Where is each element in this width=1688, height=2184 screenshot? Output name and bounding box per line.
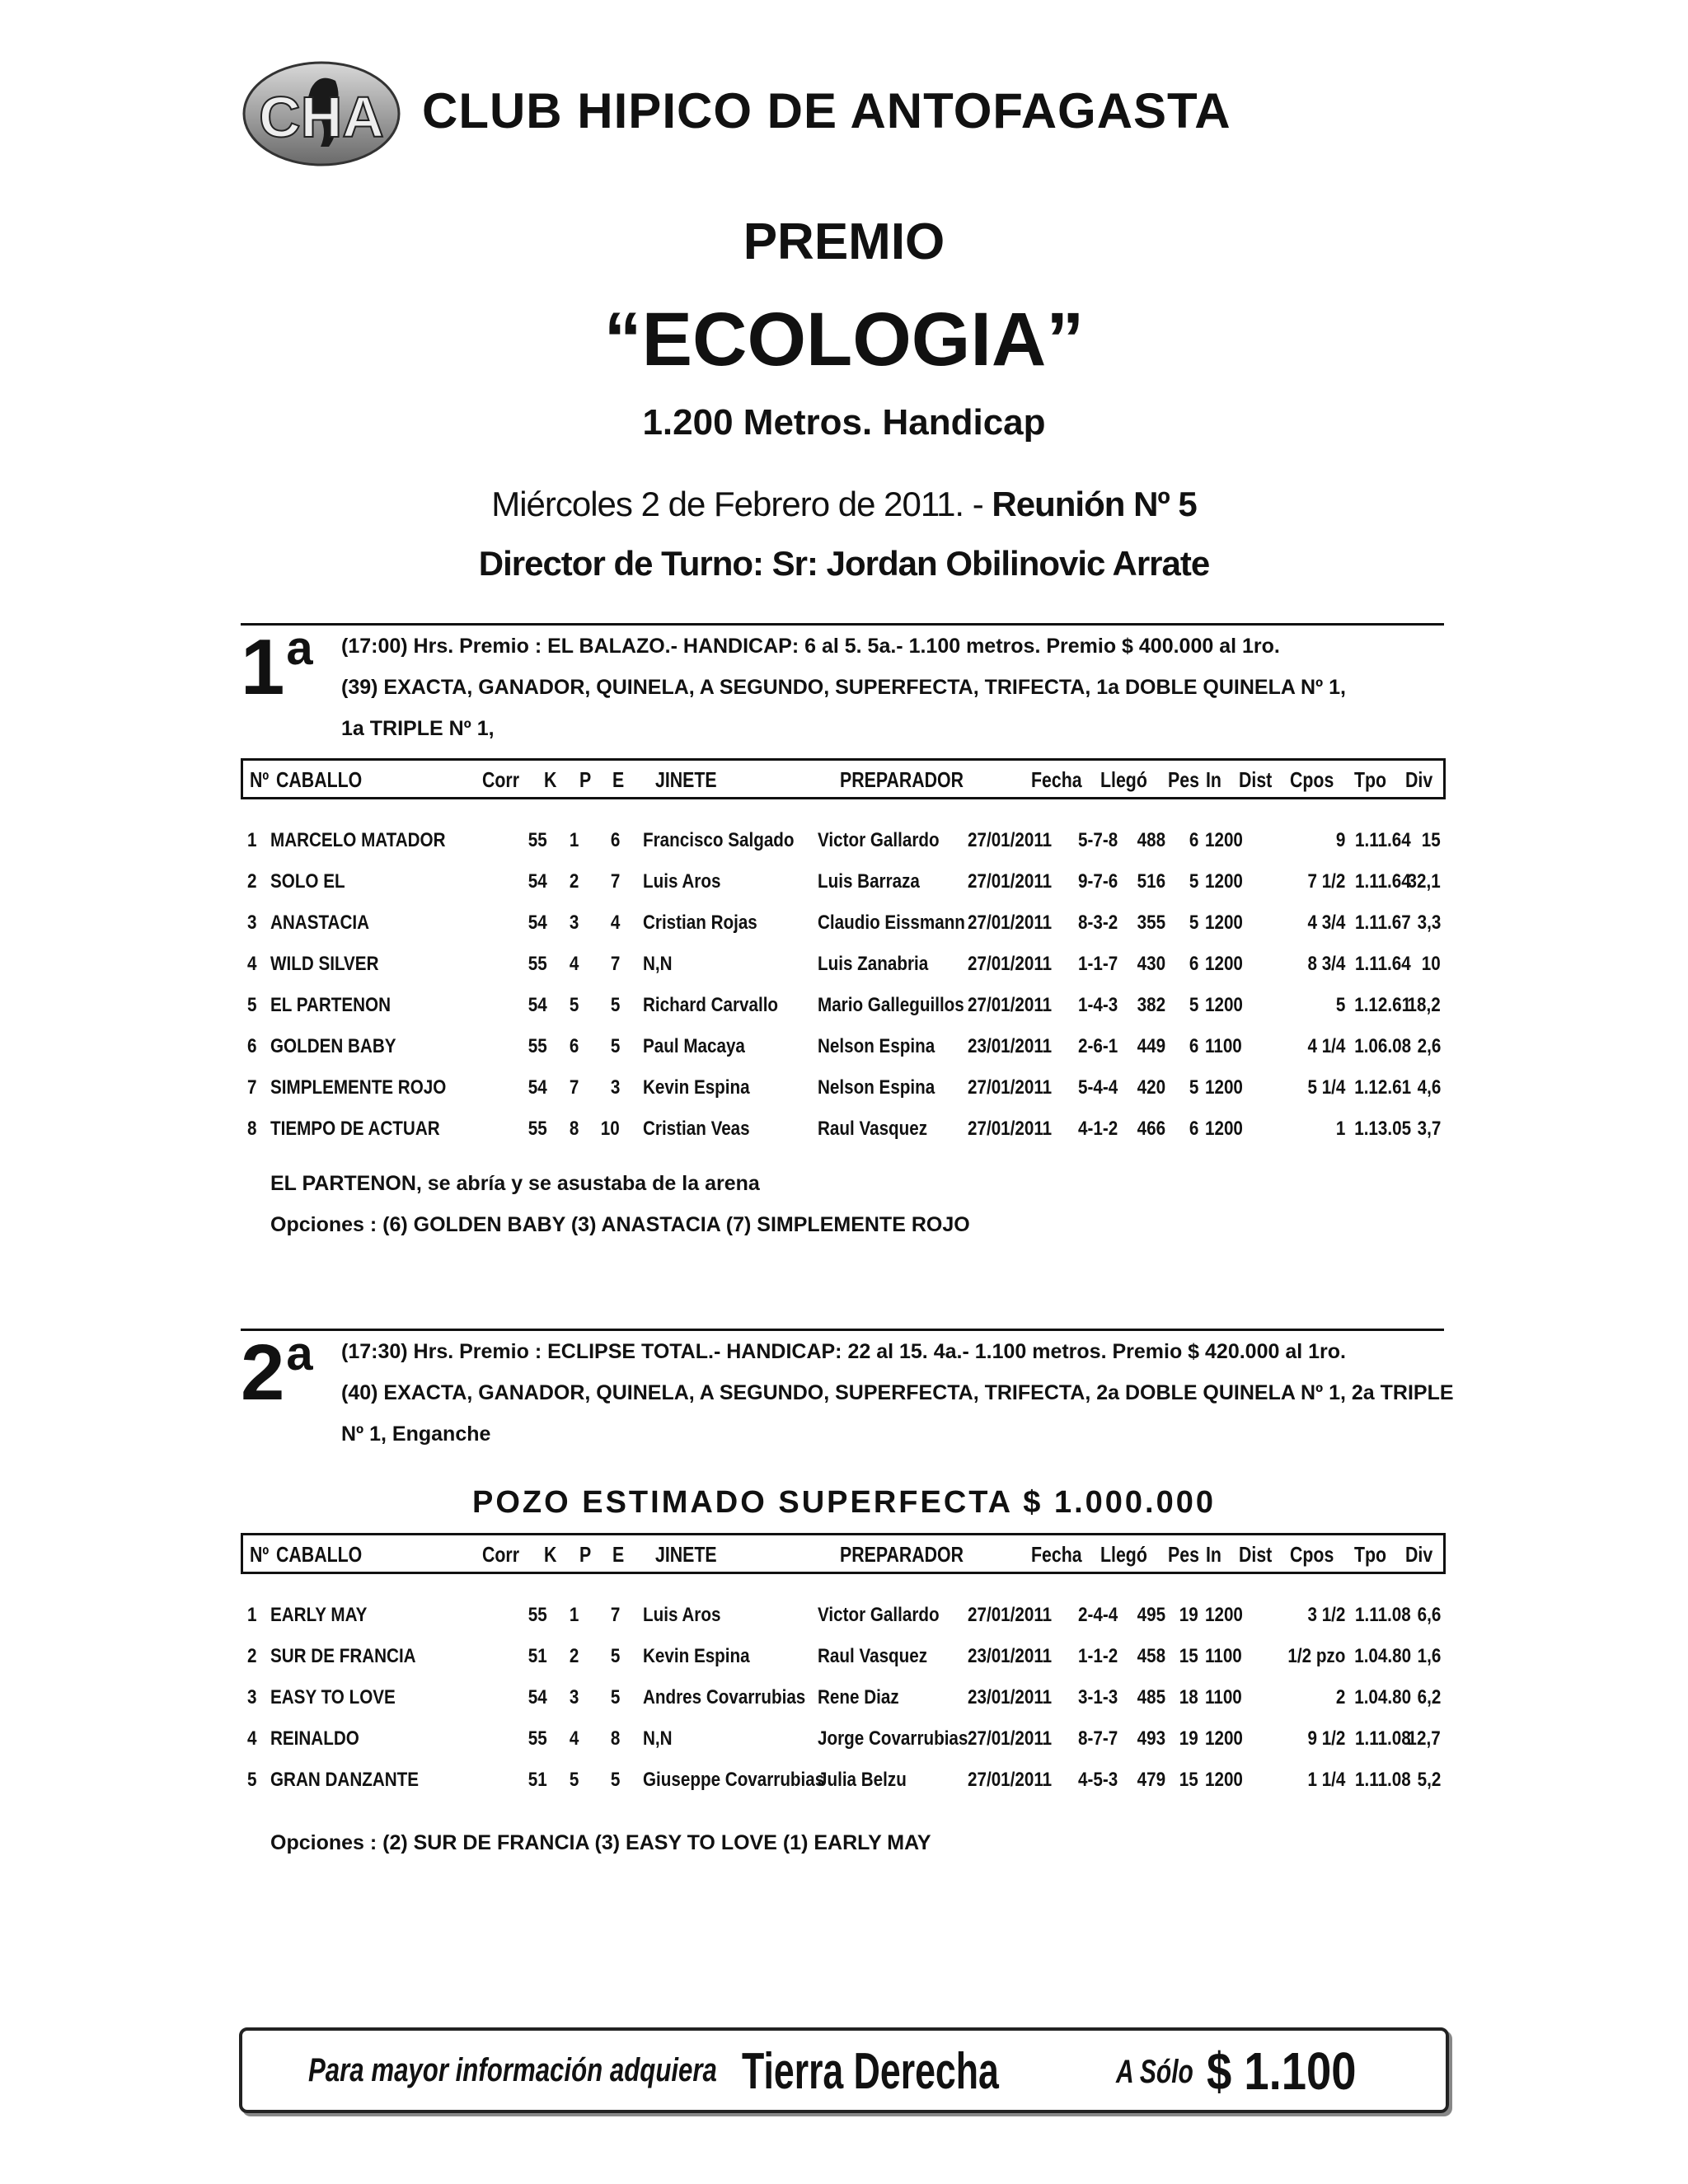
table-cell: 4-5-3 (1078, 1769, 1118, 1791)
table-cell: 1 (247, 1604, 257, 1626)
table-cell: 10 (601, 1118, 620, 1140)
club-logo (241, 56, 402, 171)
table-cell: 3 1/2 (1307, 1604, 1345, 1626)
column-header: E (612, 1542, 625, 1567)
table-cell: 1-1-2 (1078, 1645, 1118, 1667)
table-cell: Rene Diaz (818, 1686, 899, 1708)
table-cell: 7 (610, 870, 620, 893)
table-cell: Richard Carvallo (643, 994, 779, 1016)
table-cell: 4 1/4 (1307, 1035, 1345, 1057)
table-row (241, 1645, 1444, 1675)
table-cell: 8-7-7 (1078, 1727, 1118, 1750)
footer-advertisement (239, 2027, 1449, 2113)
table-cell: 3-1-3 (1078, 1686, 1118, 1708)
race-info-line: Nº 1, Enganche (341, 1422, 491, 1446)
column-header: Pes (1168, 767, 1199, 792)
table-cell: SIMPLEMENTE ROJO (270, 1076, 447, 1099)
column-header: Fecha (1031, 1542, 1082, 1567)
table-cell: 32,1 (1407, 870, 1441, 893)
table-cell: Julia Belzu (818, 1769, 907, 1791)
table-cell: 9-7-6 (1078, 870, 1118, 893)
table-cell: 18 (1179, 1686, 1198, 1708)
table-cell: 5 (610, 1686, 620, 1708)
column-header: Fecha (1031, 767, 1082, 792)
footer-text: Para mayor información adquiera (308, 2052, 717, 2088)
table-cell: 3 (569, 912, 579, 934)
column-header: CABALLO (276, 767, 363, 792)
table-cell: 5 (1335, 994, 1345, 1016)
table-cell: 1.13.05 (1354, 1118, 1411, 1140)
table-cell: 55 (528, 1727, 547, 1750)
column-header: Tpo (1354, 767, 1387, 792)
table-cell: 355 (1137, 912, 1165, 934)
table-cell: 27/01/2011 (968, 994, 1053, 1016)
table-cell: 1.04.80 (1354, 1686, 1411, 1708)
table-cell: 1.12.61 (1354, 994, 1411, 1016)
race-number-digit: 2 (241, 1329, 285, 1417)
table-cell: Luis Aros (643, 1604, 721, 1626)
column-header: Nº (250, 1542, 270, 1567)
table-cell: 3 (247, 912, 257, 934)
table-cell: 6 (247, 1035, 257, 1057)
table-cell: 4-1-2 (1078, 1118, 1118, 1140)
table-cell: Andres Covarrubias (643, 1686, 806, 1708)
table-cell: 1.11.08 (1355, 1604, 1411, 1626)
table-cell: 1.11.08 (1355, 1727, 1411, 1750)
table-cell: 1200 (1205, 1076, 1243, 1099)
column-header: Tpo (1354, 1542, 1387, 1567)
table-cell: 2 (569, 870, 579, 893)
table-cell: 3 (569, 1686, 579, 1708)
table-row (241, 1727, 1444, 1757)
column-header: PREPARADOR (840, 767, 964, 792)
race-info-line: (17:00) Hrs. Premio : EL BALAZO.- HANDICAP: 6 al 5. 5a.- 1.100 metros. Premio $ 400.000 al 1ro. (341, 635, 1280, 658)
column-header: Pes (1168, 1542, 1199, 1567)
race-number-ordinal: a (286, 621, 313, 675)
table-cell: 1 (569, 1604, 579, 1626)
table-cell: 5 (1189, 870, 1198, 893)
table-cell: TIEMPO DE ACTUAR (270, 1118, 440, 1140)
table-cell: 51 (528, 1645, 547, 1667)
race-divider (241, 623, 1444, 626)
table-cell: Giuseppe Covarrubias (643, 1769, 825, 1791)
table-cell: 9 1/2 (1307, 1727, 1345, 1750)
table-cell: 420 (1137, 1076, 1165, 1099)
race-number (241, 1327, 313, 1417)
table-cell: 9 (1335, 829, 1345, 851)
table-cell: 5 (1189, 1076, 1198, 1099)
table-cell: 1100 (1205, 1645, 1242, 1667)
column-header: In (1206, 767, 1221, 792)
column-header: Corr (482, 767, 520, 792)
table-cell: Kevin Espina (643, 1645, 750, 1667)
table-cell: WILD SILVER (270, 953, 379, 975)
table-cell: 6 (610, 829, 620, 851)
column-header: PREPARADOR (840, 1542, 964, 1567)
table-cell: 4 (247, 1727, 257, 1750)
table-cell: 27/01/2011 (968, 1604, 1053, 1626)
table-cell: 2-4-4 (1078, 1604, 1118, 1626)
table-cell: 15 (1179, 1769, 1198, 1791)
column-header: E (612, 767, 625, 792)
table-cell: N,N (643, 953, 673, 975)
table-cell: 1.11.64 (1355, 870, 1411, 893)
table-cell: 2 (247, 870, 257, 893)
column-header: Llegó (1100, 767, 1147, 792)
table-cell: 430 (1137, 953, 1165, 975)
table-cell: 7 (610, 953, 620, 975)
race-divider (241, 1329, 1444, 1331)
table-row (241, 1769, 1444, 1798)
race-info-line: (40) EXACTA, GANADOR, QUINELA, A SEGUNDO, SUPERFECTA, TRIFECTA, 2a DOBLE QUINELA Nº 1, 2a TRIPLE (341, 1381, 1454, 1404)
race-info-line: (39) EXACTA, GANADOR, QUINELA, A SEGUNDO, SUPERFECTA, TRIFECTA, 1a DOBLE QUINELA Nº 1, (341, 676, 1346, 699)
table-cell: 5 (247, 994, 257, 1016)
table-cell: 8 (569, 1118, 579, 1140)
table-row (241, 829, 1444, 859)
table-cell: 1.12.61 (1354, 1076, 1411, 1099)
table-cell: 54 (528, 912, 547, 934)
table-cell: Luis Aros (643, 870, 721, 893)
table-cell: Mario Galleguillos (818, 994, 964, 1016)
table-cell: 4 (610, 912, 620, 934)
table-cell: 5 1/4 (1307, 1076, 1345, 1099)
table-cell: 54 (528, 1076, 547, 1099)
table-cell: 1200 (1205, 912, 1243, 934)
table-cell: 1100 (1205, 1035, 1242, 1057)
table-cell: 7 (247, 1076, 257, 1099)
table-cell: 6 (1189, 1035, 1198, 1057)
table-cell: 1 1/4 (1307, 1769, 1345, 1791)
date-line (0, 485, 1688, 524)
table-cell: 1 (569, 829, 579, 851)
table-cell: 23/01/2011 (968, 1035, 1053, 1057)
logo-lettering: CHA (259, 85, 384, 149)
table-cell: 382 (1137, 994, 1165, 1016)
table-cell: 54 (528, 870, 547, 893)
table-cell: 4 (569, 953, 579, 975)
race-info-line: (17:30) Hrs. Premio : ECLIPSE TOTAL.- HANDICAP: 22 al 15. 4a.- 1.100 metros. Premio $ 420.000 al 1ro. (341, 1340, 1346, 1363)
table-cell: Luis Zanabria (818, 953, 929, 975)
table-cell: 19 (1179, 1604, 1198, 1626)
table-cell: 6,6 (1417, 1604, 1441, 1626)
table-cell: Francisco Salgado (643, 829, 795, 851)
table-row (241, 870, 1444, 900)
table-cell: 6 (1189, 1118, 1198, 1140)
director-line: Director de Turno: Sr: Jordan Obilinovic Arrate (478, 544, 1210, 583)
table-row (241, 912, 1444, 941)
table-cell: 27/01/2011 (968, 953, 1053, 975)
table-cell: 7 (610, 1604, 620, 1626)
table-cell: 1200 (1205, 870, 1243, 893)
table-cell: 1.11.64 (1355, 829, 1411, 851)
table-cell: 4,6 (1417, 1076, 1441, 1099)
table-cell: 6 (1189, 953, 1198, 975)
table-cell: EASY TO LOVE (270, 1686, 396, 1708)
table-cell: Claudio Eissmann (818, 912, 965, 934)
table-cell: 55 (528, 1118, 547, 1140)
column-header: CABALLO (276, 1542, 363, 1567)
table-cell: 516 (1137, 870, 1165, 893)
table-cell: 3 (247, 1686, 257, 1708)
column-header: JINETE (655, 767, 717, 792)
table-cell: 5 (1189, 994, 1198, 1016)
table-cell: 1.11.08 (1355, 1769, 1411, 1791)
table-cell: 5-4-4 (1078, 1076, 1118, 1099)
table-cell: 27/01/2011 (968, 912, 1053, 934)
column-header: Corr (482, 1542, 520, 1567)
table-cell: 1200 (1205, 829, 1243, 851)
race-distance: 1.200 Metros. Handicap (642, 402, 1046, 443)
table-cell: 479 (1137, 1769, 1165, 1791)
table-cell: 8 (610, 1727, 620, 1750)
table-cell: 55 (528, 1035, 547, 1057)
table-cell: Luis Barraza (818, 870, 920, 893)
table-cell: 5 (610, 1645, 620, 1667)
table-row (241, 994, 1444, 1024)
table-cell: 23/01/2011 (968, 1645, 1053, 1667)
race-number-ordinal: a (286, 1327, 313, 1380)
table-cell: 12,7 (1407, 1727, 1441, 1750)
table-cell: 1200 (1205, 1118, 1243, 1140)
table-cell: 3 (610, 1076, 620, 1099)
table-cell: 54 (528, 994, 547, 1016)
table-cell: 1 (1335, 1118, 1345, 1140)
table-cell: Nelson Espina (818, 1035, 935, 1057)
results-table-header (241, 1533, 1446, 1574)
table-cell: Cristian Rojas (643, 912, 757, 934)
table-cell: 18,2 (1407, 994, 1441, 1016)
table-cell: 5-7-8 (1078, 829, 1118, 851)
table-cell: 6 (1189, 829, 1198, 851)
results-table-header (241, 758, 1446, 799)
table-cell: 1.06.08 (1354, 1035, 1411, 1057)
column-header: Nº (250, 767, 270, 792)
table-cell: 1.11.67 (1355, 912, 1411, 934)
table-cell: 4 (569, 1727, 579, 1750)
table-cell: Jorge Covarrubias (818, 1727, 968, 1750)
table-cell: 8 3/4 (1307, 953, 1345, 975)
table-cell: 1.11.64 (1355, 953, 1411, 975)
table-cell: 27/01/2011 (968, 1118, 1053, 1140)
table-cell: 6 (569, 1035, 579, 1057)
table-cell: 5 (610, 1769, 620, 1791)
table-cell: EL PARTENON (270, 994, 392, 1016)
table-cell: EARLY MAY (270, 1604, 368, 1626)
table-cell: SOLO EL (270, 870, 345, 893)
table-cell: Raul Vasquez (818, 1645, 928, 1667)
table-cell: Cristian Veas (643, 1118, 750, 1140)
race-number-digit: 1 (241, 623, 285, 711)
table-row (241, 1686, 1444, 1716)
table-cell: 5 (569, 1769, 579, 1791)
table-cell: 6,2 (1417, 1686, 1441, 1708)
table-cell: 493 (1137, 1727, 1165, 1750)
table-cell: 488 (1137, 829, 1165, 851)
table-cell: Raul Vasquez (818, 1118, 928, 1140)
table-cell: 51 (528, 1769, 547, 1791)
table-cell: 27/01/2011 (968, 870, 1053, 893)
column-header: P (579, 1542, 592, 1567)
table-cell: 8 (247, 1118, 257, 1140)
table-cell: 5 (610, 994, 620, 1016)
race-note: Opciones : (6) GOLDEN BABY (3) ANASTACIA (7) SIMPLEMENTE ROJO (270, 1213, 970, 1236)
footer-brand: Tierra Derecha (742, 2043, 999, 2100)
date-text: Miércoles 2 de Febrero de 2011. - (491, 485, 992, 523)
table-cell: 5 (610, 1035, 620, 1057)
table-cell: 23/01/2011 (968, 1686, 1053, 1708)
footer-price-prefix: A Sólo (1116, 2054, 1193, 2090)
table-cell: 2 (569, 1645, 579, 1667)
table-cell: 55 (528, 829, 547, 851)
column-header: JINETE (655, 1542, 717, 1567)
table-cell: 1200 (1205, 1604, 1243, 1626)
table-cell: 10 (1422, 953, 1441, 975)
table-cell: 7 1/2 (1307, 870, 1345, 893)
table-cell: 2,6 (1417, 1035, 1441, 1057)
table-cell: 1-4-3 (1078, 994, 1118, 1016)
column-header: Div (1405, 767, 1433, 792)
table-cell: 5,2 (1417, 1769, 1441, 1791)
table-cell: Victor Gallardo (818, 1604, 940, 1626)
table-cell: N,N (643, 1727, 673, 1750)
table-cell: ANASTACIA (270, 912, 370, 934)
race-note: Opciones : (2) SUR DE FRANCIA (3) EASY TO LOVE (1) EARLY MAY (270, 1831, 931, 1854)
table-cell: 7 (569, 1076, 579, 1099)
table-cell: GRAN DANZANTE (270, 1769, 420, 1791)
column-header: Div (1405, 1542, 1433, 1567)
table-row (241, 1604, 1444, 1633)
table-cell: 485 (1137, 1686, 1165, 1708)
table-cell: Victor Gallardo (818, 829, 940, 851)
premio-label: PREMIO (743, 213, 945, 270)
table-cell: 2 (1335, 1686, 1345, 1708)
table-cell: 27/01/2011 (968, 829, 1053, 851)
table-cell: 3,7 (1417, 1118, 1441, 1140)
table-cell: 4 3/4 (1307, 912, 1345, 934)
table-cell: 15 (1179, 1645, 1198, 1667)
column-header: Dist (1239, 1542, 1273, 1567)
table-cell: 1,6 (1417, 1645, 1441, 1667)
column-header: Dist (1239, 767, 1273, 792)
table-cell: 1.04.80 (1354, 1645, 1411, 1667)
table-cell: 449 (1137, 1035, 1165, 1057)
table-cell: 458 (1137, 1645, 1165, 1667)
table-cell: 8-3-2 (1078, 912, 1118, 934)
table-cell: 1200 (1205, 1769, 1243, 1791)
table-cell: 54 (528, 1686, 547, 1708)
table-cell: 5 (1189, 912, 1198, 934)
table-cell: 27/01/2011 (968, 1727, 1053, 1750)
table-cell: 4 (247, 953, 257, 975)
table-cell: 495 (1137, 1604, 1165, 1626)
table-row (241, 1076, 1444, 1106)
table-cell: GOLDEN BABY (270, 1035, 396, 1057)
pozo-estimado: POZO ESTIMADO SUPERFECTA $ 1.000.000 (472, 1485, 1216, 1520)
column-header: P (579, 767, 592, 792)
table-cell: Kevin Espina (643, 1076, 750, 1099)
table-cell: 1200 (1205, 1727, 1243, 1750)
table-cell: 1-1-7 (1078, 953, 1118, 975)
table-cell: 1200 (1205, 994, 1243, 1016)
table-cell: 1200 (1205, 953, 1243, 975)
race-number (241, 621, 313, 711)
race-note: EL PARTENON, se abría y se asustaba de la arena (270, 1172, 760, 1195)
table-cell: 2-6-1 (1078, 1035, 1118, 1057)
club-title: CLUB HIPICO DE ANTOFAGASTA (422, 83, 1231, 138)
table-cell: 466 (1137, 1118, 1165, 1140)
race-name: “ECOLOGIA” (603, 298, 1085, 382)
table-cell: Paul Macaya (643, 1035, 745, 1057)
table-cell: 1 (247, 829, 257, 851)
table-cell: 3,3 (1417, 912, 1441, 934)
table-cell: 27/01/2011 (968, 1769, 1053, 1791)
table-cell: 55 (528, 1604, 547, 1626)
table-cell: SUR DE FRANCIA (270, 1645, 416, 1667)
column-header: Cpos (1290, 1542, 1334, 1567)
table-cell: MARCELO MATADOR (270, 829, 446, 851)
table-cell: 5 (247, 1769, 257, 1791)
table-cell: 55 (528, 953, 547, 975)
table-cell: 1100 (1205, 1686, 1242, 1708)
column-header: K (544, 1542, 557, 1567)
table-cell: Nelson Espina (818, 1076, 935, 1099)
table-cell: 5 (569, 994, 579, 1016)
table-cell: 1/2 pzo (1287, 1645, 1345, 1667)
table-cell: 19 (1179, 1727, 1198, 1750)
column-header: Cpos (1290, 767, 1334, 792)
footer-price: $ 1.100 (1207, 2041, 1357, 2101)
race-info-line: 1a TRIPLE Nº 1, (341, 717, 495, 740)
reunion-number: Reunión Nº 5 (992, 485, 1197, 523)
table-cell: REINALDO (270, 1727, 359, 1750)
table-cell: 27/01/2011 (968, 1076, 1053, 1099)
table-row (241, 953, 1444, 982)
column-header: In (1206, 1542, 1221, 1567)
table-row (241, 1035, 1444, 1065)
column-header: K (544, 767, 557, 792)
table-cell: 15 (1422, 829, 1441, 851)
table-row (241, 1118, 1444, 1147)
table-cell: 2 (247, 1645, 257, 1667)
column-header: Llegó (1100, 1542, 1147, 1567)
